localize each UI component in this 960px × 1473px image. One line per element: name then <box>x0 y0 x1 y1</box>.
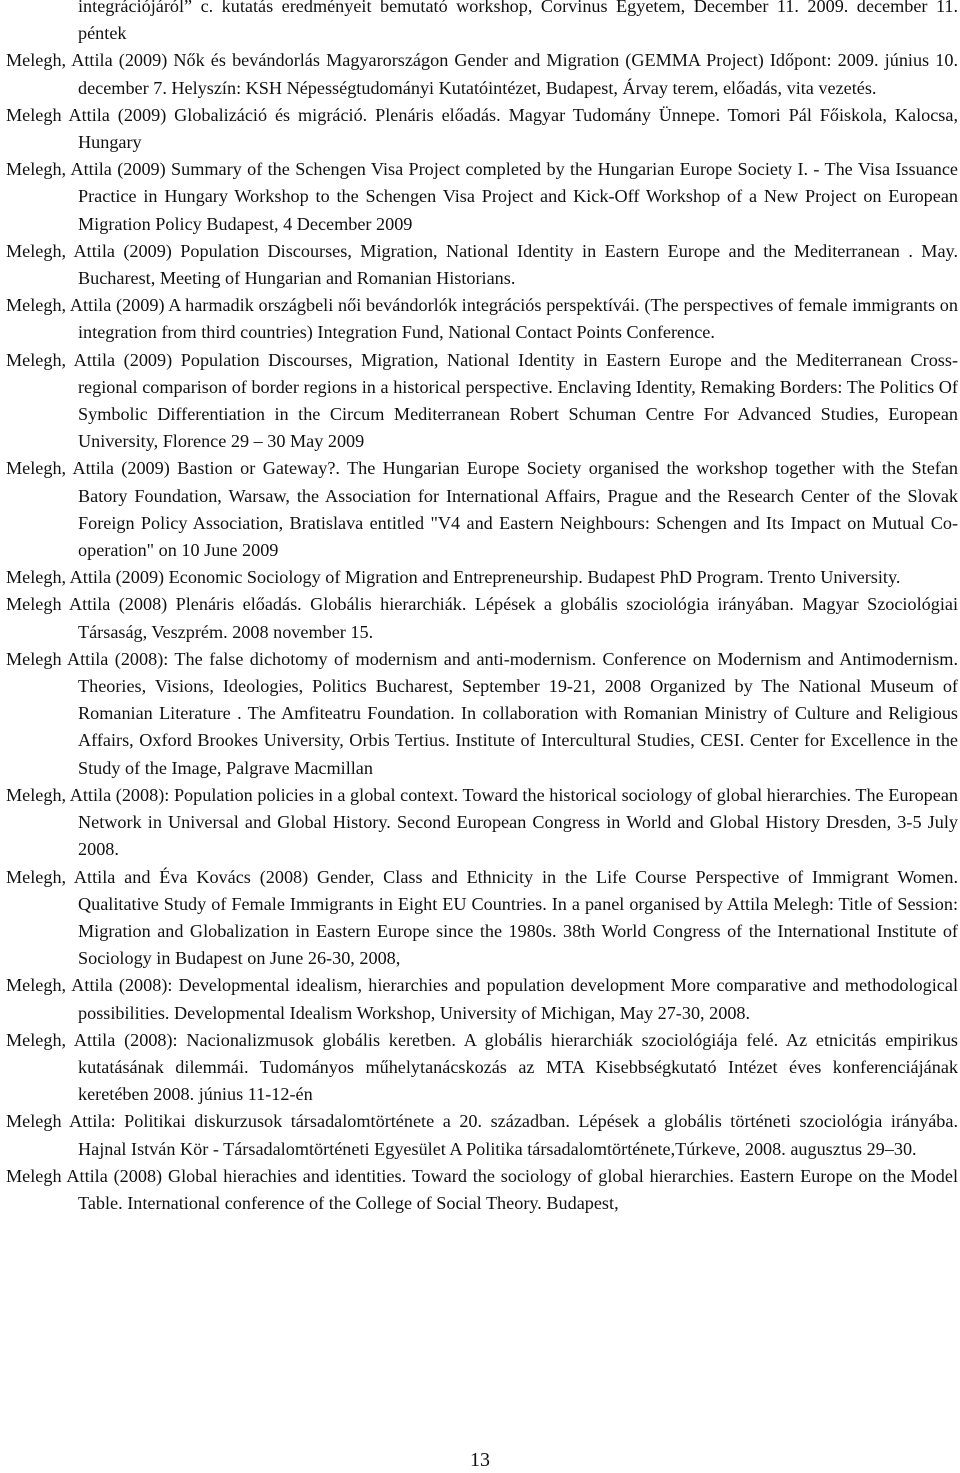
entry-continuation: integrációjáról” c. kutatás eredményeit bemutató workshop, Corvinus Egyetem, December 11. 2009. december 11. péntek <box>78 0 958 44</box>
bibliography-entry: Melegh Attila (2008) Plenáris előadás. Globális hierarchiák. Lépések a globális szociológia irányában. Magyar Szociológiai Társaság, Veszprém. 2008 november 15. <box>6 594 958 642</box>
bibliography-entry: Melegh, Attila (2009) Population Discourses, Migration, National Identity in Eastern Europe and the Mediterranean Cross-regional comparison of border regions in a historical perspective. Enclaving Identity, Remaking Borders: The Politics Of Symbolic Differentiation in the Circum Mediterranean Robert Schuman Centre For Advanced Studies, European University, Florence 29 – 30 May 2009 <box>6 349 958 452</box>
bibliography-entry: Melegh, Attila (2009) Bastion or Gateway?. The Hungarian Europe Society organised the workshop together with the Stefan Batory Foundation, Warsaw, the Association for International Affairs, Prague and the Research Center of the Slovak Foreign Policy Association, Bratislava entitled "V4 and Eastern Neighbours: Schengen and Its Impact on Mutual Co-operation" on 10 June 2009 <box>6 458 958 561</box>
bibliography-entry: Melegh, Attila (2009) Economic Sociology of Migration and Entrepreneurship. Budapest PhD Program. Trento University. <box>6 567 901 588</box>
bibliography-entry: Melegh, Attila and Éva Kovács (2008) Gender, Class and Ethnicity in the Life Course Perspective of Immigrant Women. Qualitative Study of Female Immigrants in Eight EU Countries. In a panel organised by Attila Melegh: Title of Session: Migration and Globalization in Eastern Europe since the 1980s. 38th World Congress of the International Institute of Sociology in Budapest on June 26-30, 2008, <box>6 866 958 969</box>
bibliography-entry: Melegh Attila: Politikai diskurzusok társadalomtörténete a 20. században. Lépések a globális történeti szociológia irányába. Hajnal István Kör - Társadalomtörténeti Egyesület A Politika társadalomtörténete,Túrkeve, 2008. augusztus 29–30. <box>6 1111 958 1159</box>
bibliography-entry: Melegh, Attila (2009) Nők és bevándorlás Magyarországon Gender and Migration (GEMMA Project) Időpont: 2009. június 10. december 7. Helyszín: KSH Népességtudományi Kutatóintézet, Budapest, Árvay terem, előadás, vita vezetés. <box>6 50 958 98</box>
page-number: 13 <box>470 1449 490 1471</box>
bibliography-entry: Melegh, Attila (2008): Developmental idealism, hierarchies and population development More comparative and methodological possibilities. Developmental Idealism Workshop, University of Michigan, May 27-30, 2008. <box>6 975 958 1023</box>
bibliography-entry: Melegh, Attila (2009) A harmadik országbeli női bevándorlók integrációs perspektívái. (The perspectives of female immigrants on integration from third countries) Integration Fund, National Contact Points Conference. <box>6 295 958 343</box>
bibliography-entry: Melegh, Attila (2009) Summary of the Schengen Visa Project completed by the Hungarian Europe Society I. - The Visa Issuance Practice in Hungary Workshop to the Schengen Visa Project and Kick-Off Workshop of a New Project on European Migration Policy Budapest, 4 December 2009 <box>6 159 958 234</box>
bibliography-list <box>6 0 958 1217</box>
bibliography-entry: Melegh, Attila (2008): Population policies in a global context. Toward the historical sociology of global hierarchies. The European Network in Universal and Global History. Second European Congress in World and Global History Dresden, 3-5 July 2008. <box>6 784 958 860</box>
bibliography-entry: Melegh, Attila (2008): Nacionalizmusok globális keretben. A globális hierarchiák szociológiája felé. Az etnicitás empirikus kutatásának dilemmái. Tudományos műhelytanácskozás az MTA Kisebbségkutató Intézet éves konferenciájának keretében 2008. június 11-12-én <box>6 1029 958 1105</box>
bibliography-entry: Melegh Attila (2008) Global hierachies and identities. Toward the sociology of global hierarchies. Eastern Europe on the Model Table. International conference of the College of Social Theory. Budapest, <box>6 1165 958 1213</box>
bibliography-entry: Melegh Attila (2009) Globalizáció és migráció. Plenáris előadás. Magyar Tudomány Ünnepe. Tomori Pál Főiskola, Kalocsa, Hungary <box>6 104 958 153</box>
bibliography-entry: Melegh Attila (2008): The false dichotomy of modernism and anti-modernism. Conference on Modernism and Antimodernism. Theories, Visions, Ideologies, Politics Bucharest, September 19-21, 2008 Organized by The National Museum of Romanian Literature . The Amfiteatru Foundation. In collaboration with Romanian Ministry of Culture and Religious Affairs, Oxford Brookes University, Orbis Tertius. Institute of Intercultural Studies, CESI. Center for Excellence in the Study of the Image, Palgrave Macmillan <box>6 648 958 778</box>
bibliography-entry: Melegh, Attila (2009) Population Discourses, Migration, National Identity in Eastern Europe and the Mediterranean . May. Bucharest, Meeting of Hungarian and Romanian Historians. <box>6 240 958 289</box>
